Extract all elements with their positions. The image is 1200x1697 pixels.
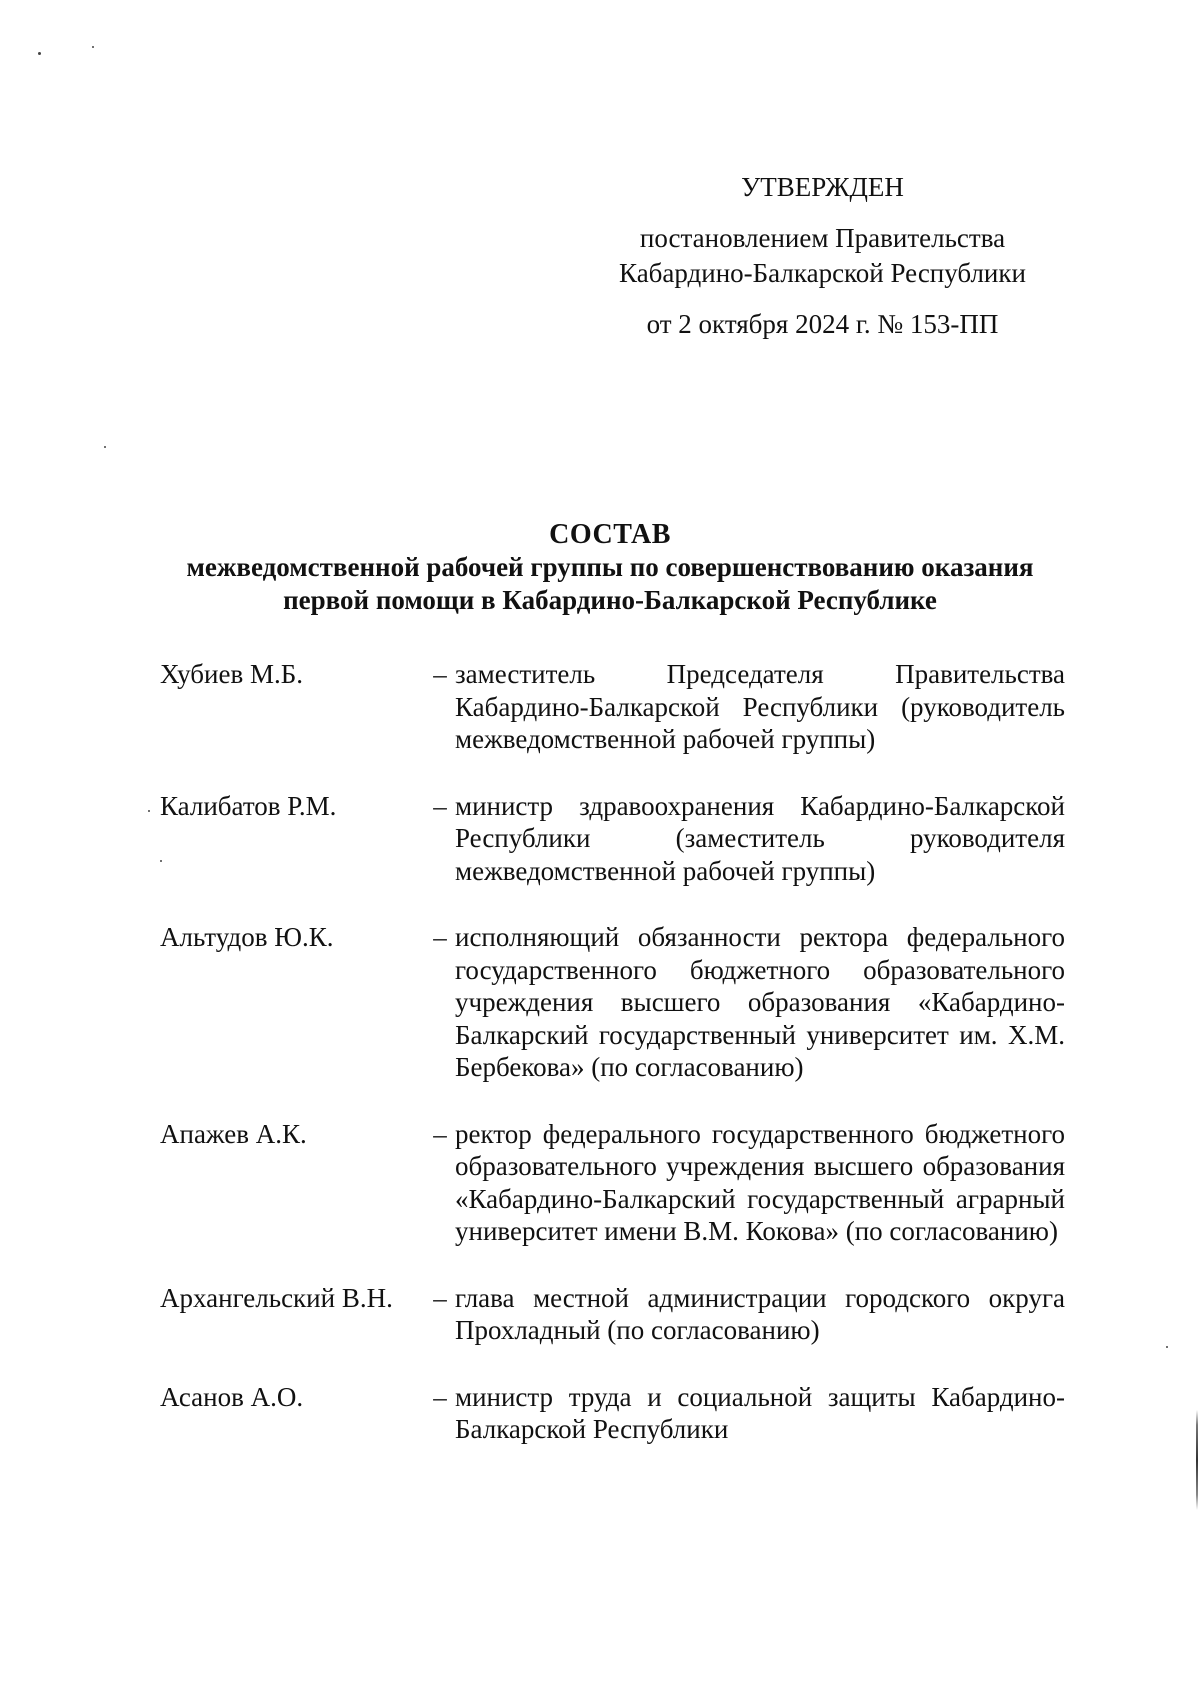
member-role: министр труда и социальной защиты Кабардино-Балкарской Республики — [455, 1381, 1065, 1444]
member-row — [160, 1381, 1065, 1446]
scan-speck — [92, 46, 94, 48]
member-row — [160, 1282, 1065, 1347]
approved-by-line-1: постановлением Правительства — [639, 223, 1006, 253]
member-dash: – — [433, 1282, 447, 1313]
member-dash: – — [433, 1118, 447, 1149]
scan-edge-mark — [1196, 1410, 1198, 1510]
title-heading: СОСТАВ — [549, 519, 671, 550]
member-role: заместитель Председателя Правительства Кабардино-Балкарской Республики (руководитель межведомственной рабочей группы) — [455, 659, 1065, 754]
approval-date: от 2 октября 2024 г. № 153-ПП — [646, 309, 999, 339]
members-list — [160, 658, 1065, 1480]
member-name: Альтудов Ю.К. — [160, 922, 334, 952]
document-title — [150, 518, 1070, 617]
member-dash: – — [433, 790, 447, 821]
approved-label: УТВЕРЖДЕН — [741, 172, 904, 202]
member-role: глава местной администрации городского округа Прохладный (по согласованию) — [455, 1282, 1065, 1345]
title-subtitle-line-1: межведомственной рабочей группы по совершенствованию оказания — [186, 552, 1034, 582]
member-row — [160, 790, 1065, 888]
member-name: Апажев А.К. — [160, 1118, 307, 1149]
member-row — [160, 921, 1065, 1084]
scan-speck — [148, 810, 150, 812]
title-subtitle-line-2: первой помощи в Кабардино-Балкарской Республике — [283, 585, 937, 615]
member-role: ректор федерального государственного бюджетного образовательного учреждения высшего образования «Кабардино-Балкарский государственный аграрный университет имени В.М. Кокова» (по согласованию) — [455, 1118, 1065, 1246]
member-name: Архангельский В.Н. — [160, 1282, 393, 1313]
member-dash: – — [433, 922, 447, 952]
approval-stamp-block — [600, 170, 1045, 342]
member-name: Калибатов Р.М. — [160, 790, 337, 821]
scan-speck — [104, 446, 106, 448]
member-row — [160, 1118, 1065, 1248]
member-role: министр здравоохранения Кабардино-Балкарской Республики (заместитель руководителя межведомственной рабочей группы) — [455, 790, 1065, 886]
member-dash: – — [433, 1381, 447, 1412]
scan-speck — [1166, 1346, 1168, 1348]
member-dash: – — [433, 659, 447, 689]
member-row — [160, 658, 1065, 756]
member-name: Асанов А.О. — [160, 1381, 304, 1412]
member-name: Хубиев М.Б. — [160, 659, 303, 689]
approved-by-line-2: Кабардино-Балкарской Республики — [619, 258, 1026, 288]
scan-speck — [38, 52, 41, 55]
member-role: исполняющий обязанности ректора федерального государственного бюджетного образовательного учреждения высшего образования «Кабардино-Балкарский государственный университет им. Х.М. Бербекова» (по согласованию) — [455, 922, 1065, 1082]
